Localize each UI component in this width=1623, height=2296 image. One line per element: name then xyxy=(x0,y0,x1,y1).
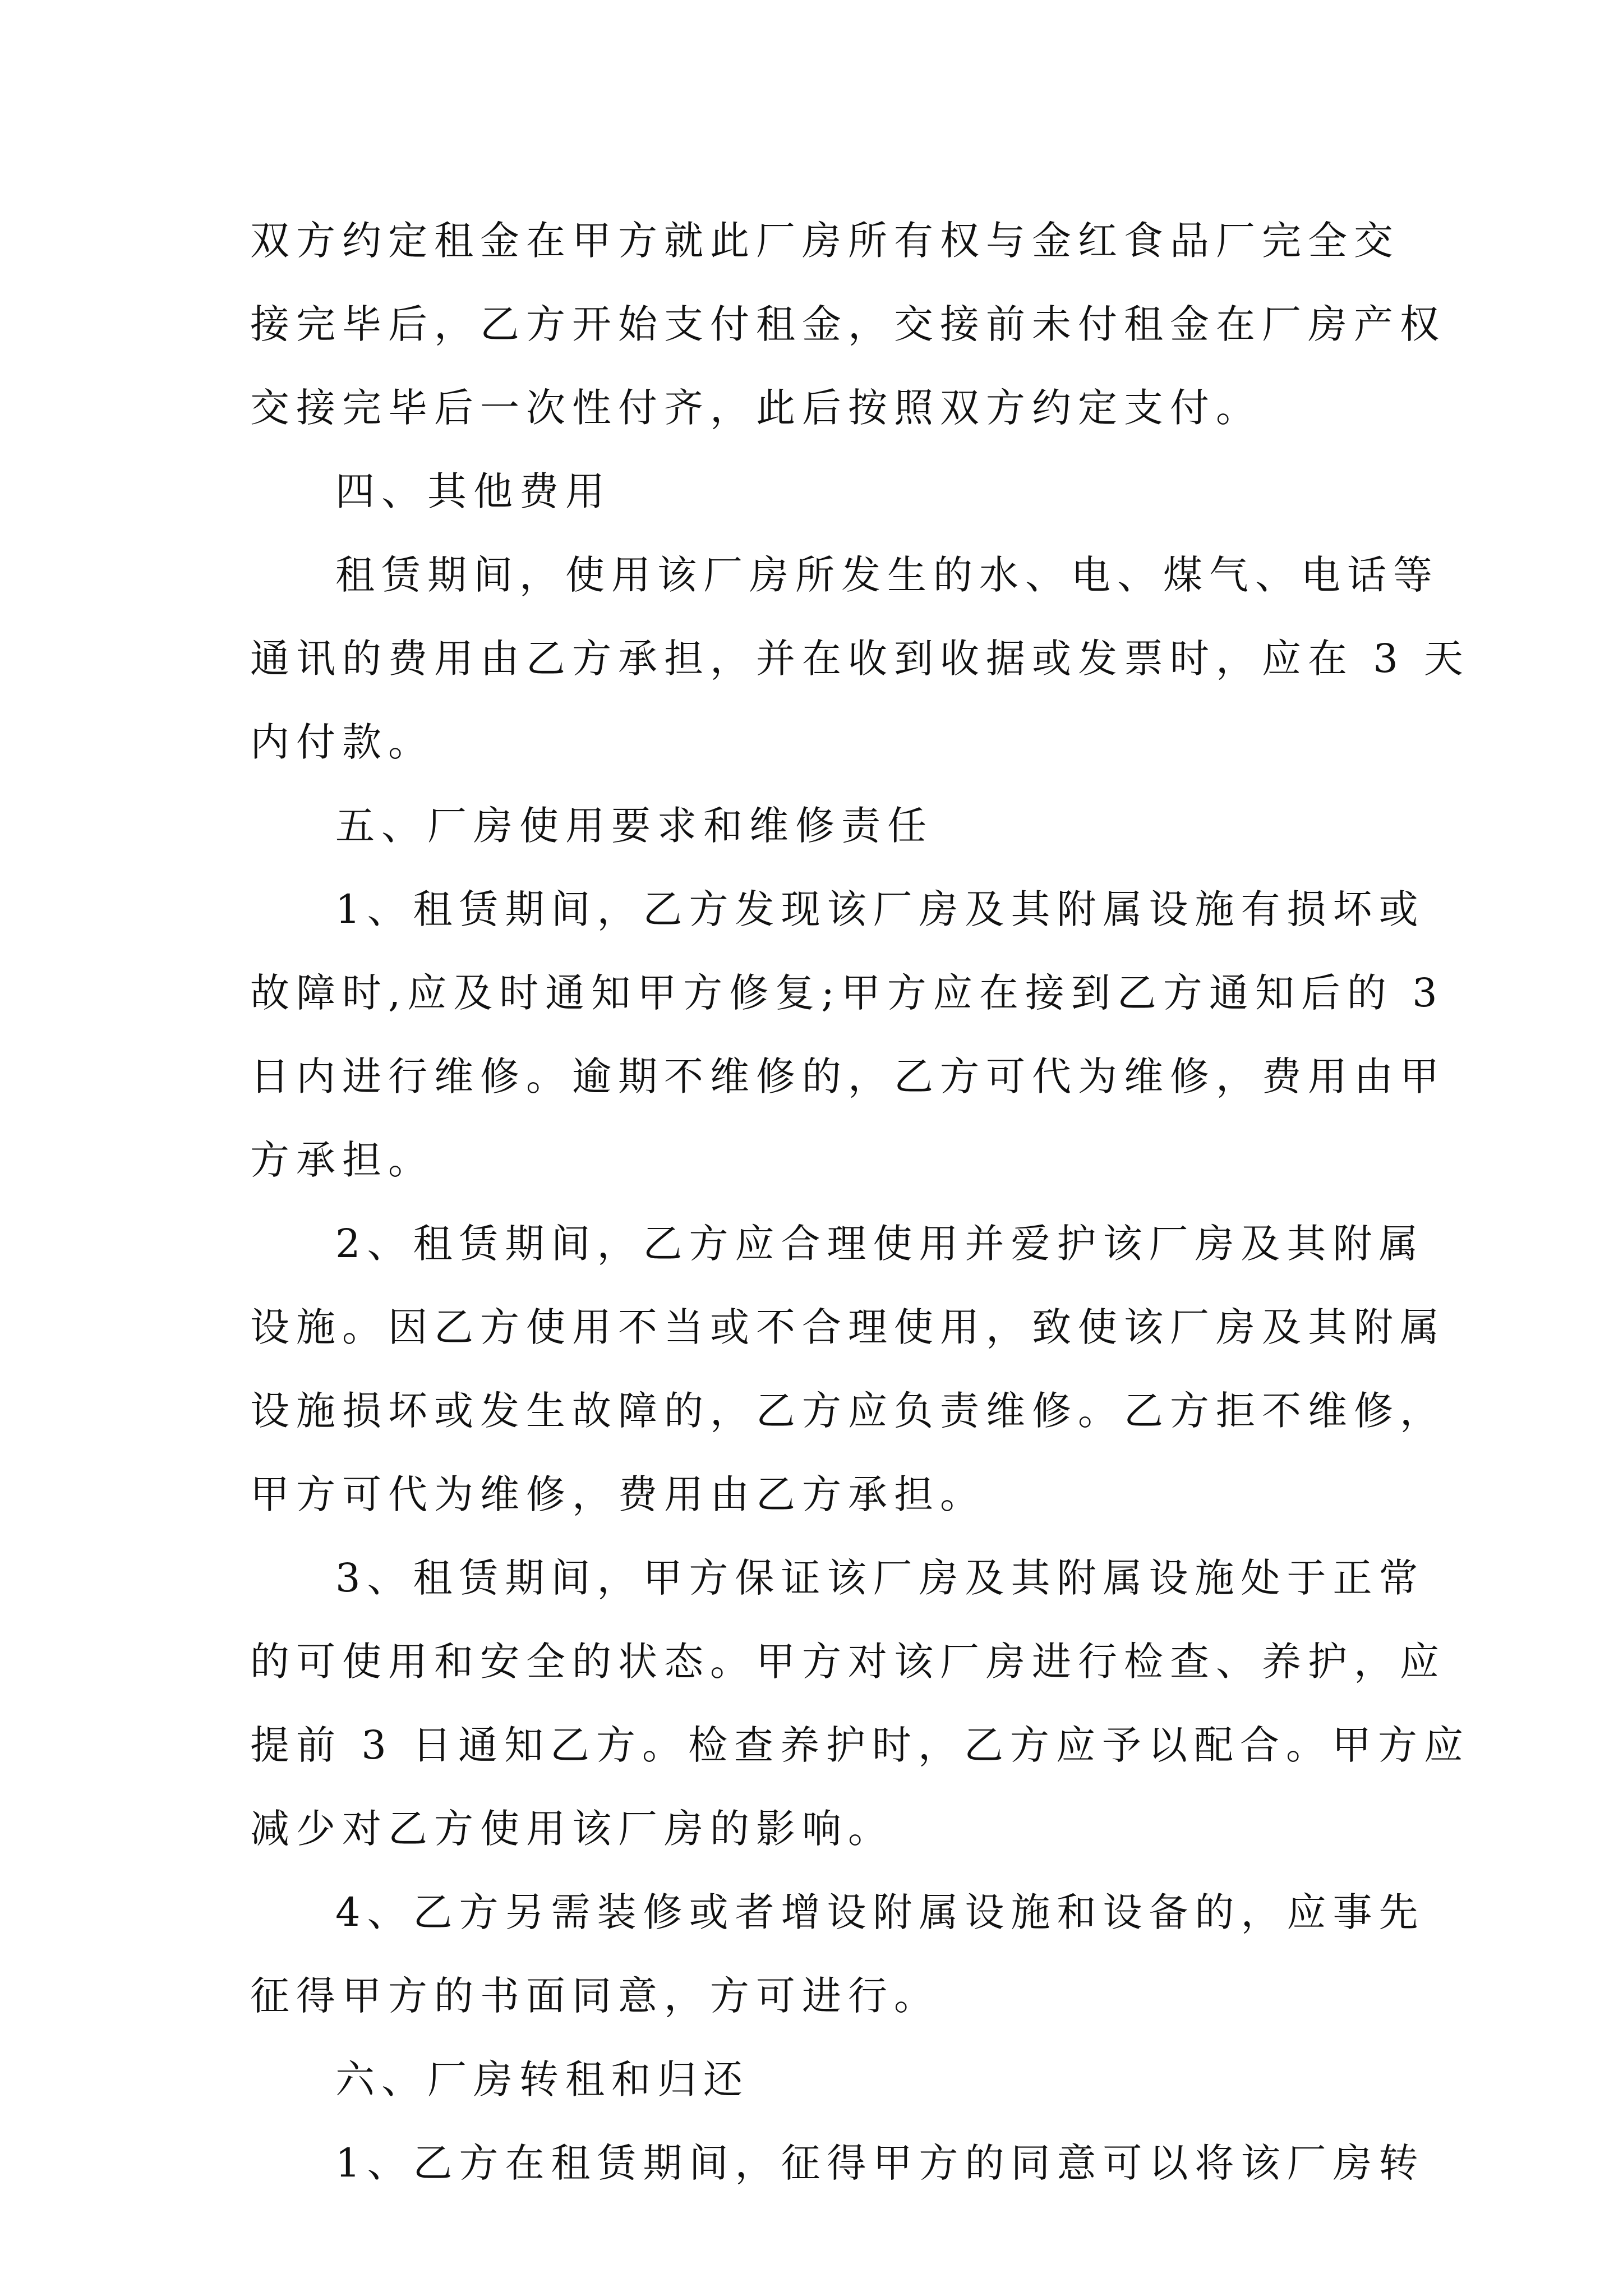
section-heading-other-fees: 四、其他费用 xyxy=(335,468,611,514)
text-line: 双方约定租金在甲方就此厂房所有权与金红食品厂完全交 xyxy=(250,218,1400,264)
text-line: 征得甲方的书面同意，方可进行。 xyxy=(250,1973,940,2019)
section-heading-usage-maintenance: 五、厂房使用要求和维修责任 xyxy=(335,803,933,849)
text-line: 减少对乙方使用该厂房的影响。 xyxy=(250,1806,894,1852)
text-line: 设施。因乙方使用不当或不合理使用，致使该厂房及其附属 xyxy=(250,1304,1446,1350)
paragraph-other-fees xyxy=(250,533,1470,784)
text-line: 提前 3 日通知乙方。检查养护时，乙方应予以配合。甲方应 xyxy=(250,1722,1470,1768)
text-line: 故障时,应及时通知甲方修复;甲方应在接到乙方通知后的 3 xyxy=(250,970,1444,1016)
text-line: 日内进行维修。逾期不维修的，乙方可代为维修，费用由甲 xyxy=(250,1053,1446,1099)
paragraph-rent-payment xyxy=(250,199,1446,450)
text-line: 租赁期间，使用该厂房所发生的水、电、煤气、电话等 xyxy=(335,552,1439,598)
paragraph-sublease-item-1 xyxy=(250,2122,1425,2205)
text-line: 内付款。 xyxy=(250,719,434,765)
paragraph-item-2-proper-use xyxy=(250,1202,1446,1536)
paragraph-item-3-inspection xyxy=(250,1536,1470,1871)
text-line: 方承担。 xyxy=(250,1137,434,1183)
text-line: 的可使用和安全的状态。甲方对该厂房进行检查、养护，应 xyxy=(250,1639,1446,1685)
paragraph-item-4-renovation xyxy=(250,1871,1425,2038)
text-line: 设施损坏或发生故障的，乙方应负责维修。乙方拒不维修， xyxy=(250,1388,1446,1434)
text-line: 通讯的费用由乙方承担，并在收到收据或发票时，应在 3 天 xyxy=(250,636,1470,682)
document-body xyxy=(250,199,1470,2205)
paragraph-item-1-repair xyxy=(250,868,1446,1202)
text-line: 3、租赁期间，甲方保证该厂房及其附属设施处于正常 xyxy=(335,1555,1425,1601)
text-line: 2、租赁期间，乙方应合理使用并爱护该厂房及其附属 xyxy=(335,1221,1425,1267)
text-line: 接完毕后，乙方开始支付租金，交接前未付租金在厂房产权 xyxy=(250,301,1446,347)
text-line: 1、租赁期间，乙方发现该厂房及其附属设施有损坏或 xyxy=(335,886,1425,932)
text-line: 交接完毕后一次性付齐，此后按照双方约定支付。 xyxy=(250,385,1262,431)
text-line: 甲方可代为维修，费用由乙方承担。 xyxy=(250,1471,986,1517)
text-line: 1、乙方在租赁期间，征得甲方的同意可以将该厂房转 xyxy=(335,2140,1425,2186)
text-line: 4、乙方另需装修或者增设附属设施和设备的，应事先 xyxy=(335,1889,1425,1935)
section-heading-sublease-return: 六、厂房转租和归还 xyxy=(335,2056,749,2102)
